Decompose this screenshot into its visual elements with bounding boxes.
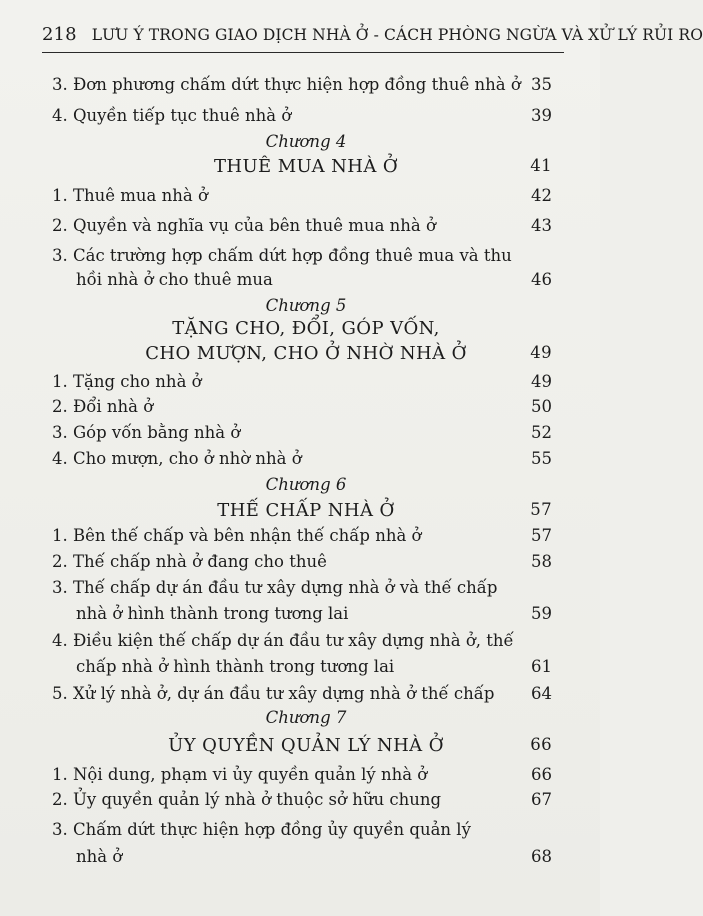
toc-entry-text: 4. Quyền tiếp tục thuê nhà ở xyxy=(52,106,292,125)
chapter-title xyxy=(52,318,560,339)
chapter-label: Chương 7 xyxy=(265,708,347,727)
toc-page-number: 39 xyxy=(531,106,552,125)
toc-page-number: 67 xyxy=(531,790,552,809)
toc-page-number: 57 xyxy=(531,526,552,545)
chapter-title-text: CHO MƯỢN, CHO Ở NHỜ NHÀ Ở xyxy=(145,343,467,364)
toc-entry-text: nhà ở xyxy=(76,847,123,866)
toc-page-number: 49 xyxy=(530,343,552,362)
toc-entry-text: 3. Chấm dứt thực hiện hợp đồng ủy quyền quản lý xyxy=(52,820,471,839)
toc-entry-text: 2. Ủy quyền quản lý nhà ở thuộc sở hữu chung xyxy=(52,790,442,809)
chapter-title xyxy=(52,735,560,756)
toc-page-number: 41 xyxy=(530,156,552,175)
toc-entry-text: 1. Tặng cho nhà ở xyxy=(52,372,202,391)
toc-page-number: 46 xyxy=(531,270,552,289)
chapter-title-text: THẾ CHẤP NHÀ Ở xyxy=(217,500,395,521)
toc-page-number: 55 xyxy=(531,449,552,468)
toc-entry-text: 5. Xử lý nhà ở, dự án đầu tư xây dựng nhà ở thế chấp xyxy=(52,684,495,703)
toc-page-number: 57 xyxy=(530,500,552,519)
toc-entry-text: 1. Nội dung, phạm vi ủy quyền quản lý nhà ở xyxy=(52,765,428,784)
chapter-title xyxy=(52,343,560,364)
toc-page-number: 52 xyxy=(531,423,552,442)
toc-page-number: 49 xyxy=(531,372,552,391)
toc-page-number: 43 xyxy=(531,216,552,235)
chapter-label: Chương 5 xyxy=(265,296,347,315)
toc-page-number: 50 xyxy=(531,397,552,416)
toc-entry-text: 1. Thuê mua nhà ở xyxy=(52,186,208,205)
toc-entry-text: nhà ở hình thành trong tương lai xyxy=(76,604,349,623)
toc-entry-text: 2. Thế chấp nhà ở đang cho thuê xyxy=(52,552,327,571)
chapter-title-text: ỦY QUYỀN QUẢN LÝ NHÀ Ở xyxy=(168,735,444,756)
toc-page-number: 66 xyxy=(530,735,552,754)
toc-entry-text: 4. Điều kiện thế chấp dự án đầu tư xây dựng nhà ở, thế xyxy=(52,631,514,650)
chapter-title xyxy=(52,156,560,177)
toc-page-number: 58 xyxy=(531,552,552,571)
toc-page-number: 42 xyxy=(531,186,552,205)
toc-entry-text: hồi nhà ở cho thuê mua xyxy=(76,270,273,289)
toc-entry-text: 1. Bên thế chấp và bên nhận thế chấp nhà ở xyxy=(52,526,422,545)
toc-page-number: 61 xyxy=(531,657,552,676)
toc-page-number: 68 xyxy=(531,847,552,866)
toc-entry-text: 4. Cho mượn, cho ở nhờ nhà ở xyxy=(52,449,302,468)
page-number: 218 xyxy=(42,24,77,45)
chapter-title-text: THUÊ MUA NHÀ Ở xyxy=(213,156,399,177)
chapter-label: Chương 4 xyxy=(265,132,347,151)
header-rule xyxy=(42,52,564,53)
toc-entry-text: 2. Quyền và nghĩa vụ của bên thuê mua nhà ở xyxy=(52,216,436,235)
toc-entry-text: 3. Góp vốn bằng nhà ở xyxy=(52,423,241,442)
running-title: LƯU Ý TRONG GIAO DỊCH NHÀ Ở - CÁCH PHÒNG NGỪA VÀ XỬ LÝ RỦI RO xyxy=(91,26,703,44)
chapter-title-text: TẶNG CHO, ĐỔI, GÓP VỐN, xyxy=(172,318,440,339)
toc-entry-text: 3. Thế chấp dự án đầu tư xây dựng nhà ở và thế chấp xyxy=(52,578,498,597)
toc-entry-text: chấp nhà ở hình thành trong tương lai xyxy=(76,657,395,676)
page-header xyxy=(42,24,703,45)
toc-entry-text: 2. Đổi nhà ở xyxy=(52,397,154,416)
toc-entry-text: 3. Các trường hợp chấm dứt hợp đồng thuê mua và thu xyxy=(52,246,512,265)
chapter-title xyxy=(52,500,560,521)
toc-page-number: 35 xyxy=(531,75,552,94)
chapter-label: Chương 6 xyxy=(265,475,347,494)
toc-page-number: 64 xyxy=(531,684,552,703)
toc-page-number: 66 xyxy=(531,765,552,784)
toc-entry-text: 3. Đơn phương chấm dứt thực hiện hợp đồng thuê nhà ở xyxy=(52,75,521,94)
toc-page-number: 59 xyxy=(531,604,552,623)
